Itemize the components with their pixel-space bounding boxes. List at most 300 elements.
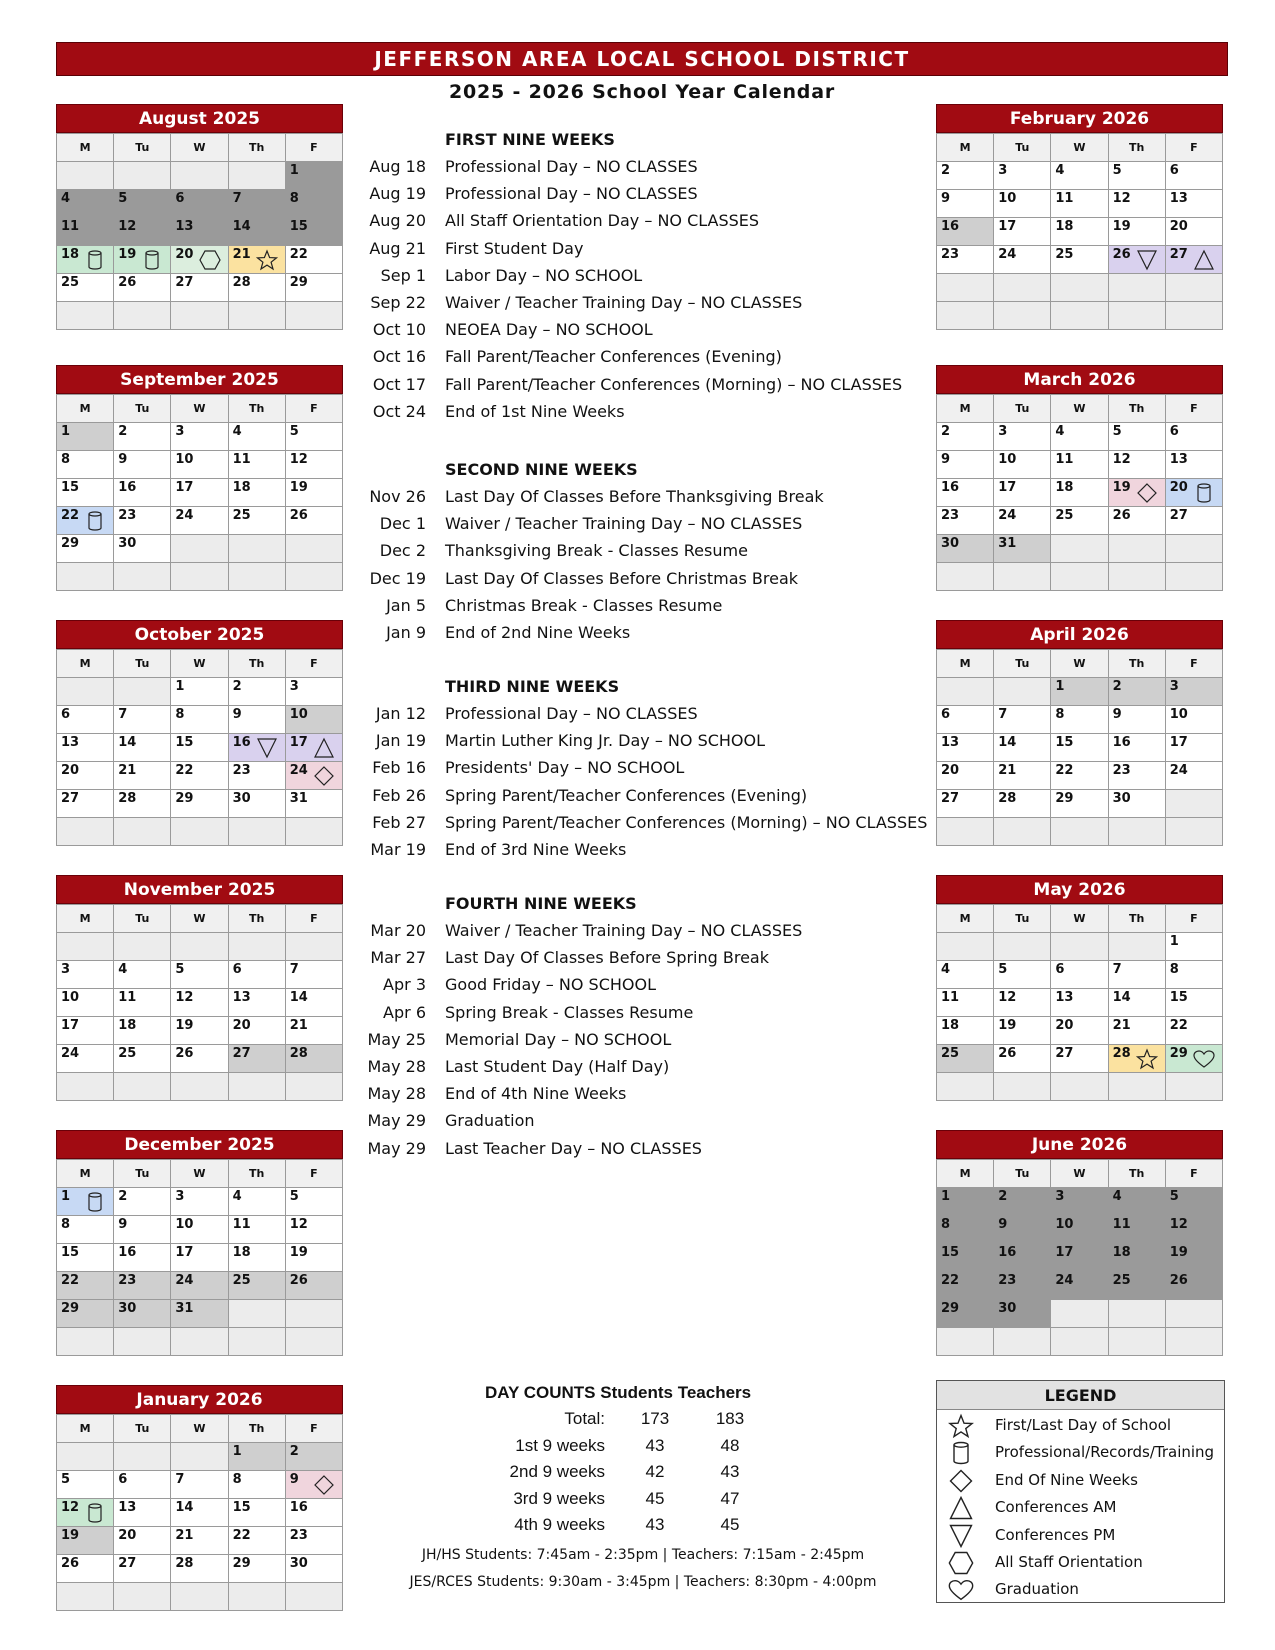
day-number: 5 <box>1112 424 1122 439</box>
day-cell <box>937 246 994 274</box>
day-cell <box>114 1499 171 1527</box>
day-number: 29 <box>289 275 308 290</box>
empty-cell <box>1108 302 1165 330</box>
empty-cell <box>228 563 285 591</box>
week-row <box>937 218 1223 246</box>
day-number: 3 <box>1055 1189 1065 1204</box>
day-cell <box>228 246 285 274</box>
hexagon-icon <box>947 1550 975 1576</box>
day-number: 3 <box>998 163 1008 178</box>
day-number: 2 <box>1112 679 1122 694</box>
event-description: Professional Day – NO CLASSES <box>445 184 698 204</box>
day-number: 5 <box>1112 163 1122 178</box>
event-description: All Staff Orientation Day – NO CLASSES <box>445 211 760 231</box>
day-cell <box>1165 706 1222 734</box>
event-row <box>358 783 928 809</box>
day-cell <box>1165 933 1222 961</box>
empty-cell <box>285 933 342 961</box>
legend-label: Conferences AM <box>995 1498 1117 1517</box>
day-number: 25 <box>1112 1273 1131 1288</box>
event-description: Fall Parent/Teacher Conferences (Evening) <box>445 347 782 367</box>
week-row <box>937 507 1223 535</box>
record-icon <box>140 249 164 271</box>
event-description: Labor Day – NO SCHOOL <box>445 265 643 285</box>
day-cell <box>285 1527 342 1555</box>
day-number: 30 <box>232 791 251 806</box>
day-cell <box>994 507 1051 535</box>
day-cell <box>285 706 342 734</box>
teacher-days: 45 <box>720 1515 740 1534</box>
day-cell <box>285 423 342 451</box>
day-cell <box>171 734 228 762</box>
week-row <box>57 1045 343 1073</box>
day-number: 26 <box>1112 508 1131 523</box>
day-number: 11 <box>941 990 960 1005</box>
weekday-label: F <box>1165 650 1222 678</box>
weekday-label: Tu <box>114 905 171 933</box>
day-number: 15 <box>232 1500 251 1515</box>
legend-label: Graduation <box>995 1580 1079 1599</box>
day-number: 15 <box>289 219 308 234</box>
day-cell <box>57 734 114 762</box>
day-number: 29 <box>1169 1046 1188 1061</box>
empty-cell <box>937 274 994 302</box>
day-cell <box>994 734 1051 762</box>
day-number: 12 <box>175 990 194 1005</box>
empty-cell <box>1108 1073 1165 1101</box>
day-number: 26 <box>289 508 308 523</box>
day-cell <box>114 1244 171 1272</box>
day-number: 26 <box>61 1556 80 1571</box>
day-number: 13 <box>175 219 194 234</box>
empty-cell <box>1108 933 1165 961</box>
weekday-label: F <box>1165 1160 1222 1188</box>
event-description: Christmas Break - Classes Resume <box>445 595 723 615</box>
day-cell <box>1165 1188 1222 1216</box>
day-cell <box>1051 961 1108 989</box>
week-row <box>937 274 1223 302</box>
day-cell <box>1108 1017 1165 1045</box>
day-cell <box>57 218 114 246</box>
week-row <box>57 818 343 846</box>
day-cell <box>114 274 171 302</box>
day-cell <box>171 451 228 479</box>
day-number: 12 <box>289 1217 308 1232</box>
day-number: 16 <box>118 480 137 495</box>
event-date: Nov 26 <box>369 487 426 506</box>
empty-cell <box>114 1328 171 1356</box>
empty-cell <box>114 933 171 961</box>
month-title: March 2026 <box>936 365 1223 394</box>
day-cell <box>1051 246 1108 274</box>
month-title: June 2026 <box>936 1130 1223 1159</box>
week-row <box>937 1300 1223 1328</box>
day-number: 30 <box>1112 791 1131 806</box>
empty-cell <box>1051 1300 1108 1328</box>
event-date: May 29 <box>367 1138 426 1158</box>
day-number: 20 <box>232 1018 251 1033</box>
day-cell <box>228 989 285 1017</box>
week-row <box>937 1216 1223 1244</box>
day-cell <box>171 790 228 818</box>
day-number: 22 <box>1169 1018 1188 1033</box>
day-cell <box>937 989 994 1017</box>
day-cell <box>1108 989 1165 1017</box>
weekday-label: Tu <box>114 1160 171 1188</box>
day-cell <box>228 961 285 989</box>
event-date: Sep 22 <box>370 293 426 312</box>
empty-cell <box>114 563 171 591</box>
period-label: 3rd 9 weeks <box>513 1488 605 1508</box>
day-number: 28 <box>998 791 1017 806</box>
day-cell <box>1108 706 1165 734</box>
period-label: 4th 9 weeks <box>514 1515 605 1534</box>
day-number: 10 <box>289 707 308 722</box>
day-cell <box>1108 1272 1165 1300</box>
day-number: 6 <box>1169 163 1179 178</box>
day-number: 19 <box>289 1245 308 1260</box>
week-row <box>57 423 343 451</box>
day-number: 17 <box>289 735 308 750</box>
day-number: 30 <box>941 536 960 551</box>
week-row <box>57 218 343 246</box>
empty-cell <box>114 818 171 846</box>
weekday-header-row <box>937 395 1223 423</box>
day-cell <box>937 1300 994 1328</box>
weekday-label: Tu <box>994 395 1051 423</box>
day-number: 9 <box>941 191 951 206</box>
day-cell <box>114 790 171 818</box>
day-cell <box>114 961 171 989</box>
day-cell <box>994 1244 1051 1272</box>
day-number: 4 <box>1055 424 1065 439</box>
day-number: 31 <box>175 1301 194 1316</box>
day-cell <box>994 190 1051 218</box>
event-date: Oct 24 <box>372 401 426 421</box>
day-number: 2 <box>289 1444 299 1459</box>
day-cell <box>114 1300 171 1328</box>
day-number: 27 <box>175 275 194 290</box>
day-cell <box>228 762 285 790</box>
day-cell <box>1165 162 1222 190</box>
day-cell <box>937 423 994 451</box>
day-number: 26 <box>1112 247 1131 262</box>
day-number: 10 <box>61 990 80 1005</box>
day-cell <box>285 678 342 706</box>
day-number: 24 <box>175 508 194 523</box>
day-cell <box>171 507 228 535</box>
week-row <box>937 302 1223 330</box>
day-number: 17 <box>998 219 1017 234</box>
day-cell <box>937 706 994 734</box>
day-cell <box>285 1188 342 1216</box>
day-number: 28 <box>118 791 137 806</box>
empty-cell <box>1165 790 1222 818</box>
day-number: 24 <box>998 247 1017 262</box>
day-cell <box>57 479 114 507</box>
day-number: 30 <box>289 1556 308 1571</box>
legend-item <box>937 1549 1225 1576</box>
event-row <box>358 290 928 316</box>
day-number: 11 <box>1112 1217 1131 1232</box>
day-cell <box>1108 790 1165 818</box>
day-number: 5 <box>289 424 299 439</box>
weekday-label: Th <box>228 395 285 423</box>
day-number: 13 <box>1169 452 1188 467</box>
week-row <box>937 989 1223 1017</box>
weekday-label: F <box>285 650 342 678</box>
empty-cell <box>994 933 1051 961</box>
month-grid <box>56 394 343 591</box>
legend-box <box>936 1380 1225 1603</box>
day-number: 19 <box>175 1018 194 1033</box>
month-april-2026 <box>936 620 1223 846</box>
day-cell <box>171 1045 228 1073</box>
weekday-label: Th <box>228 134 285 162</box>
day-number: 16 <box>1112 735 1131 750</box>
day-cell <box>171 274 228 302</box>
event-row <box>358 701 928 727</box>
day-cell <box>228 1017 285 1045</box>
empty-cell <box>1108 818 1165 846</box>
week-row <box>937 678 1223 706</box>
event-description: Fall Parent/Teacher Conferences (Morning) – NO CLASSES <box>445 374 903 394</box>
day-cell <box>285 762 342 790</box>
tri-up-icon <box>1192 249 1216 271</box>
day-number: 28 <box>1112 1046 1131 1061</box>
empty-cell <box>1165 1300 1222 1328</box>
day-number: 14 <box>998 735 1017 750</box>
day-cell <box>57 989 114 1017</box>
week-row <box>57 1555 343 1583</box>
star-icon <box>1135 1048 1159 1070</box>
month-september-2025 <box>56 365 343 591</box>
day-number: 26 <box>289 1273 308 1288</box>
day-number: 9 <box>1112 707 1122 722</box>
day-cell <box>171 218 228 246</box>
legend-item <box>937 1522 1225 1549</box>
day-number: 17 <box>998 480 1017 495</box>
empty-cell <box>171 302 228 330</box>
day-cell <box>1165 479 1222 507</box>
day-cell <box>937 535 994 563</box>
day-number: 23 <box>289 1528 308 1543</box>
weekday-label: M <box>57 1160 114 1188</box>
week-row <box>937 479 1223 507</box>
day-cell <box>57 1017 114 1045</box>
record-icon <box>83 1502 107 1524</box>
day-cell <box>1051 1017 1108 1045</box>
day-number: 19 <box>1112 219 1131 234</box>
event-date: Feb 16 <box>372 758 426 778</box>
day-number: 4 <box>941 962 951 977</box>
week-row <box>937 706 1223 734</box>
day-cell <box>1165 1017 1222 1045</box>
empty-cell <box>114 1443 171 1471</box>
month-november-2025 <box>56 875 343 1101</box>
day-cell <box>1165 507 1222 535</box>
weekday-label: Th <box>228 1415 285 1443</box>
empty-cell <box>171 1328 228 1356</box>
day-cell <box>114 535 171 563</box>
day-number: 13 <box>232 990 251 1005</box>
day-cell <box>228 1188 285 1216</box>
day-number: 11 <box>232 452 251 467</box>
event-description: First Student Day <box>445 238 584 258</box>
day-number: 1 <box>232 1444 242 1459</box>
event-row <box>358 208 928 234</box>
day-cell <box>57 961 114 989</box>
day-cell <box>114 1188 171 1216</box>
day-cell <box>1051 762 1108 790</box>
empty-cell <box>114 1073 171 1101</box>
event-row <box>358 566 928 592</box>
empty-cell <box>1051 1328 1108 1356</box>
day-number: 1 <box>941 1189 951 1204</box>
day-cell <box>285 246 342 274</box>
event-date: Mar 19 <box>370 840 426 859</box>
day-cell <box>114 246 171 274</box>
day-number: 12 <box>1112 191 1131 206</box>
empty-cell <box>1165 1073 1222 1101</box>
empty-cell <box>1165 274 1222 302</box>
day-cell <box>937 1272 994 1300</box>
event-row <box>358 810 928 836</box>
day-number: 12 <box>61 1500 80 1515</box>
day-number: 23 <box>941 247 960 262</box>
teacher-days: 47 <box>720 1488 740 1508</box>
event-date: May 28 <box>367 1057 426 1076</box>
weekday-label: Tu <box>994 905 1051 933</box>
week-row <box>57 1499 343 1527</box>
empty-cell <box>228 933 285 961</box>
empty-cell <box>171 1073 228 1101</box>
legend-label: Conferences PM <box>995 1525 1116 1544</box>
event-date: Apr 6 <box>383 1002 426 1022</box>
month-grid <box>56 133 343 330</box>
day-cell <box>57 1045 114 1073</box>
day-cell <box>1108 451 1165 479</box>
week-row <box>937 1073 1223 1101</box>
day-number: 5 <box>175 962 185 977</box>
day-cell <box>937 762 994 790</box>
day-number: 18 <box>232 480 251 495</box>
teacher-days: 48 <box>720 1435 740 1455</box>
empty-cell <box>171 933 228 961</box>
month-december-2025 <box>56 1130 343 1356</box>
day-number: 20 <box>941 763 960 778</box>
empty-cell <box>1051 535 1108 563</box>
heart-icon <box>1192 1048 1216 1070</box>
day-number: 5 <box>118 191 128 206</box>
empty-cell <box>285 1300 342 1328</box>
day-number: 21 <box>232 247 251 262</box>
day-cell <box>1108 507 1165 535</box>
day-cell <box>171 1471 228 1499</box>
day-cell <box>1108 1045 1165 1073</box>
day-cell <box>57 1555 114 1583</box>
day-cell <box>114 190 171 218</box>
weekday-label: W <box>1051 134 1108 162</box>
day-cell <box>57 535 114 563</box>
day-cell <box>114 1216 171 1244</box>
month-october-2025 <box>56 620 343 846</box>
month-grid <box>936 649 1223 846</box>
day-cell <box>114 507 171 535</box>
day-number: 12 <box>289 452 308 467</box>
weekday-label: W <box>171 1415 228 1443</box>
day-number: 26 <box>998 1046 1017 1061</box>
day-cell <box>57 1527 114 1555</box>
empty-cell <box>994 1328 1051 1356</box>
weekday-label: M <box>937 650 994 678</box>
day-cell <box>1108 218 1165 246</box>
day-cell <box>228 1499 285 1527</box>
day-number: 9 <box>118 1217 128 1232</box>
day-cell <box>937 734 994 762</box>
day-cell <box>171 678 228 706</box>
day-cell <box>994 961 1051 989</box>
event-row <box>358 399 928 425</box>
day-number: 15 <box>61 1245 80 1260</box>
day-cell <box>1051 1216 1108 1244</box>
day-cell <box>937 1045 994 1073</box>
event-description: Last Day Of Classes Before Spring Break <box>445 948 769 968</box>
month-march-2026 <box>936 365 1223 591</box>
week-row <box>57 451 343 479</box>
week-row <box>57 162 343 190</box>
weekday-label: Tu <box>114 134 171 162</box>
day-cell <box>285 162 342 190</box>
weekday-label: W <box>171 395 228 423</box>
day-cell <box>1108 961 1165 989</box>
day-cell <box>228 423 285 451</box>
tri-down-icon <box>1135 249 1159 271</box>
day-cell <box>1108 190 1165 218</box>
empty-cell <box>171 162 228 190</box>
day-cell <box>937 218 994 246</box>
day-number: 15 <box>61 480 80 495</box>
event-description: Waiver / Teacher Training Day – NO CLASSES <box>445 921 803 940</box>
day-cell <box>285 989 342 1017</box>
teachers-column-label: Teachers <box>677 1383 752 1402</box>
event-description: End of 3rd Nine Weeks <box>445 840 627 859</box>
weekday-label: M <box>57 650 114 678</box>
weekday-label: W <box>1051 395 1108 423</box>
month-june-2026 <box>936 1130 1223 1356</box>
day-cell <box>1165 423 1222 451</box>
day-number: 25 <box>118 1046 137 1061</box>
legend-item <box>937 1494 1225 1521</box>
event-row <box>358 484 928 510</box>
empty-cell <box>285 302 342 330</box>
day-cell <box>937 1188 994 1216</box>
day-cell <box>1165 678 1222 706</box>
day-number: 25 <box>1055 508 1074 523</box>
day-number: 13 <box>61 735 80 750</box>
day-cell <box>1165 734 1222 762</box>
week-row <box>57 563 343 591</box>
day-cell <box>1051 1272 1108 1300</box>
day-cell <box>228 1244 285 1272</box>
empty-cell <box>171 563 228 591</box>
day-cell <box>114 1045 171 1073</box>
day-number: 7 <box>175 1472 185 1487</box>
day-cell <box>1108 678 1165 706</box>
event-date: Aug 21 <box>369 238 426 258</box>
week-row <box>937 190 1223 218</box>
event-row <box>358 728 928 754</box>
